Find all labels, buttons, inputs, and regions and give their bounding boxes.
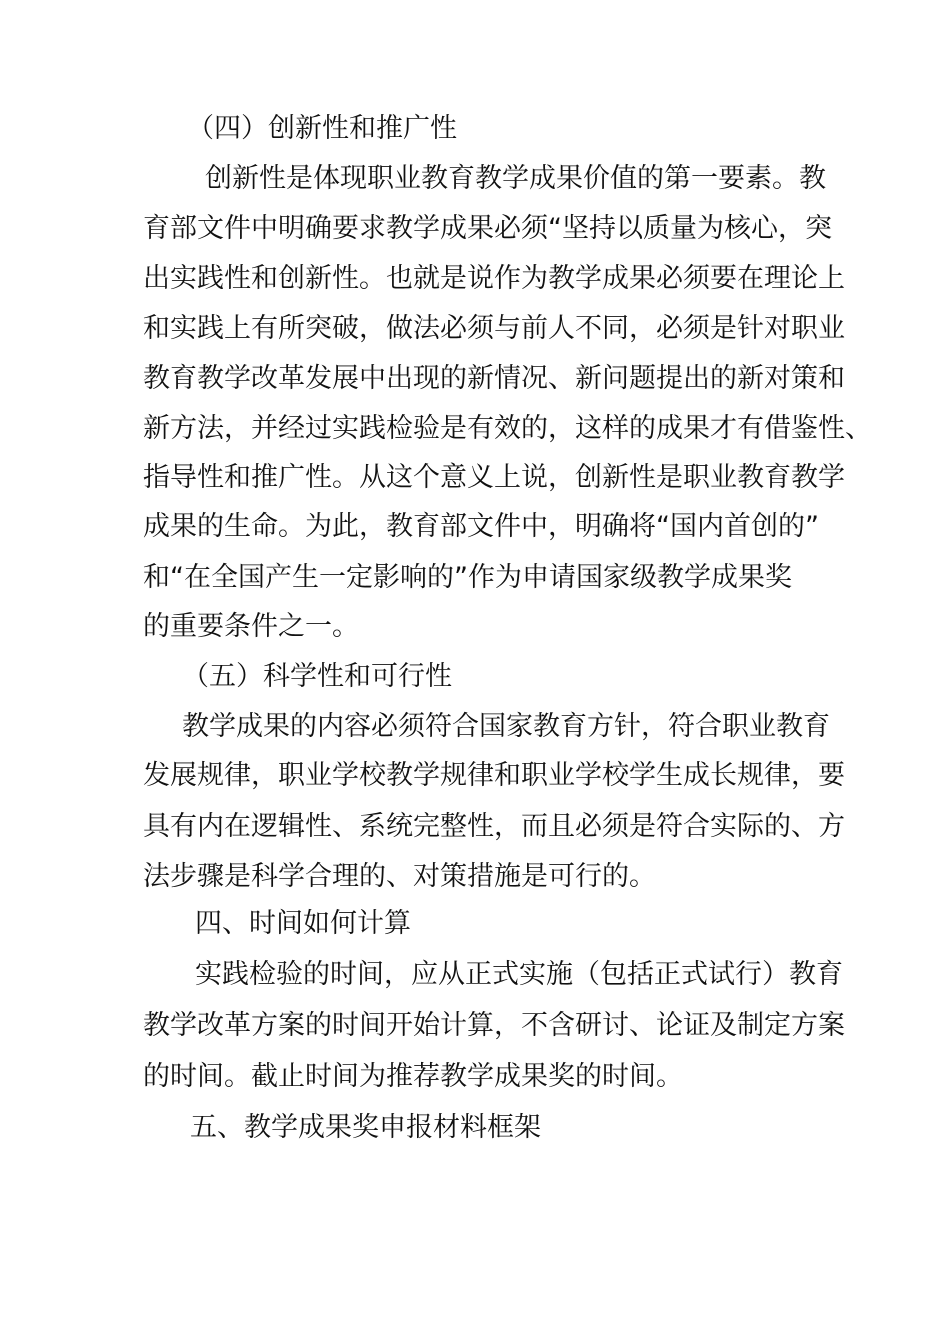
paragraph-line: 教学成果的内容必须符合国家教育方针，符合职业教育 <box>182 711 830 742</box>
paragraph-line: 发展规律，职业学校教学规律和职业学校学生成长规律，要 <box>143 760 845 791</box>
paragraph-line: 指导性和推广性。从这个意义上说，创新性是职业教育教学 <box>143 462 845 493</box>
paragraph-line: 教育教学改革发展中出现的新情况、新问题提出的新对策和 <box>143 363 845 394</box>
paragraph-line: 和实践上有所突破，做法必须与前人不同，必须是针对职业 <box>143 313 845 344</box>
paragraph-line: 具有内在逻辑性、系统完整性，而且必须是符合实际的、方 <box>143 811 845 842</box>
paragraph-line: 新方法，并经过实践检验是有效的，这样的成果才有借鉴性、 <box>143 413 872 444</box>
paragraph-line: 育部文件中明确要求教学成果必须“坚持以质量为核心，突 <box>143 213 832 244</box>
section-heading-innovation: （四）创新性和推广性 <box>187 113 457 144</box>
section-heading-application-framework: 五、教学成果奖申报材料框架 <box>190 1112 541 1143</box>
paragraph-line: 创新性是体现职业教育教学成果价值的第一要素。教 <box>205 163 826 194</box>
section-heading-feasibility: （五）科学性和可行性 <box>182 661 452 692</box>
paragraph-line: 出实践性和创新性。也就是说作为教学成果必须要在理论上 <box>143 263 845 294</box>
paragraph-line: 教学改革方案的时间开始计算，不含研讨、论证及制定方案 <box>143 1010 845 1041</box>
paragraph-line: 成果的生命。为此，教育部文件中，明确将“国内首创的” <box>143 511 819 542</box>
section-heading-time-calculation: 四、时间如何计算 <box>195 908 411 939</box>
paragraph-line: 的时间。截止时间为推荐教学成果奖的时间。 <box>143 1061 683 1092</box>
paragraph-line: 的重要条件之一。 <box>143 611 359 642</box>
paragraph-line: 实践检验的时间，应从正式实施（包括正式试行）教育 <box>195 959 843 990</box>
paragraph-line: 法步骤是科学合理的、对策措施是可行的。 <box>143 861 656 892</box>
paragraph-line: 和“在全国产生一定影响的”作为申请国家级教学成果奖 <box>143 562 792 593</box>
